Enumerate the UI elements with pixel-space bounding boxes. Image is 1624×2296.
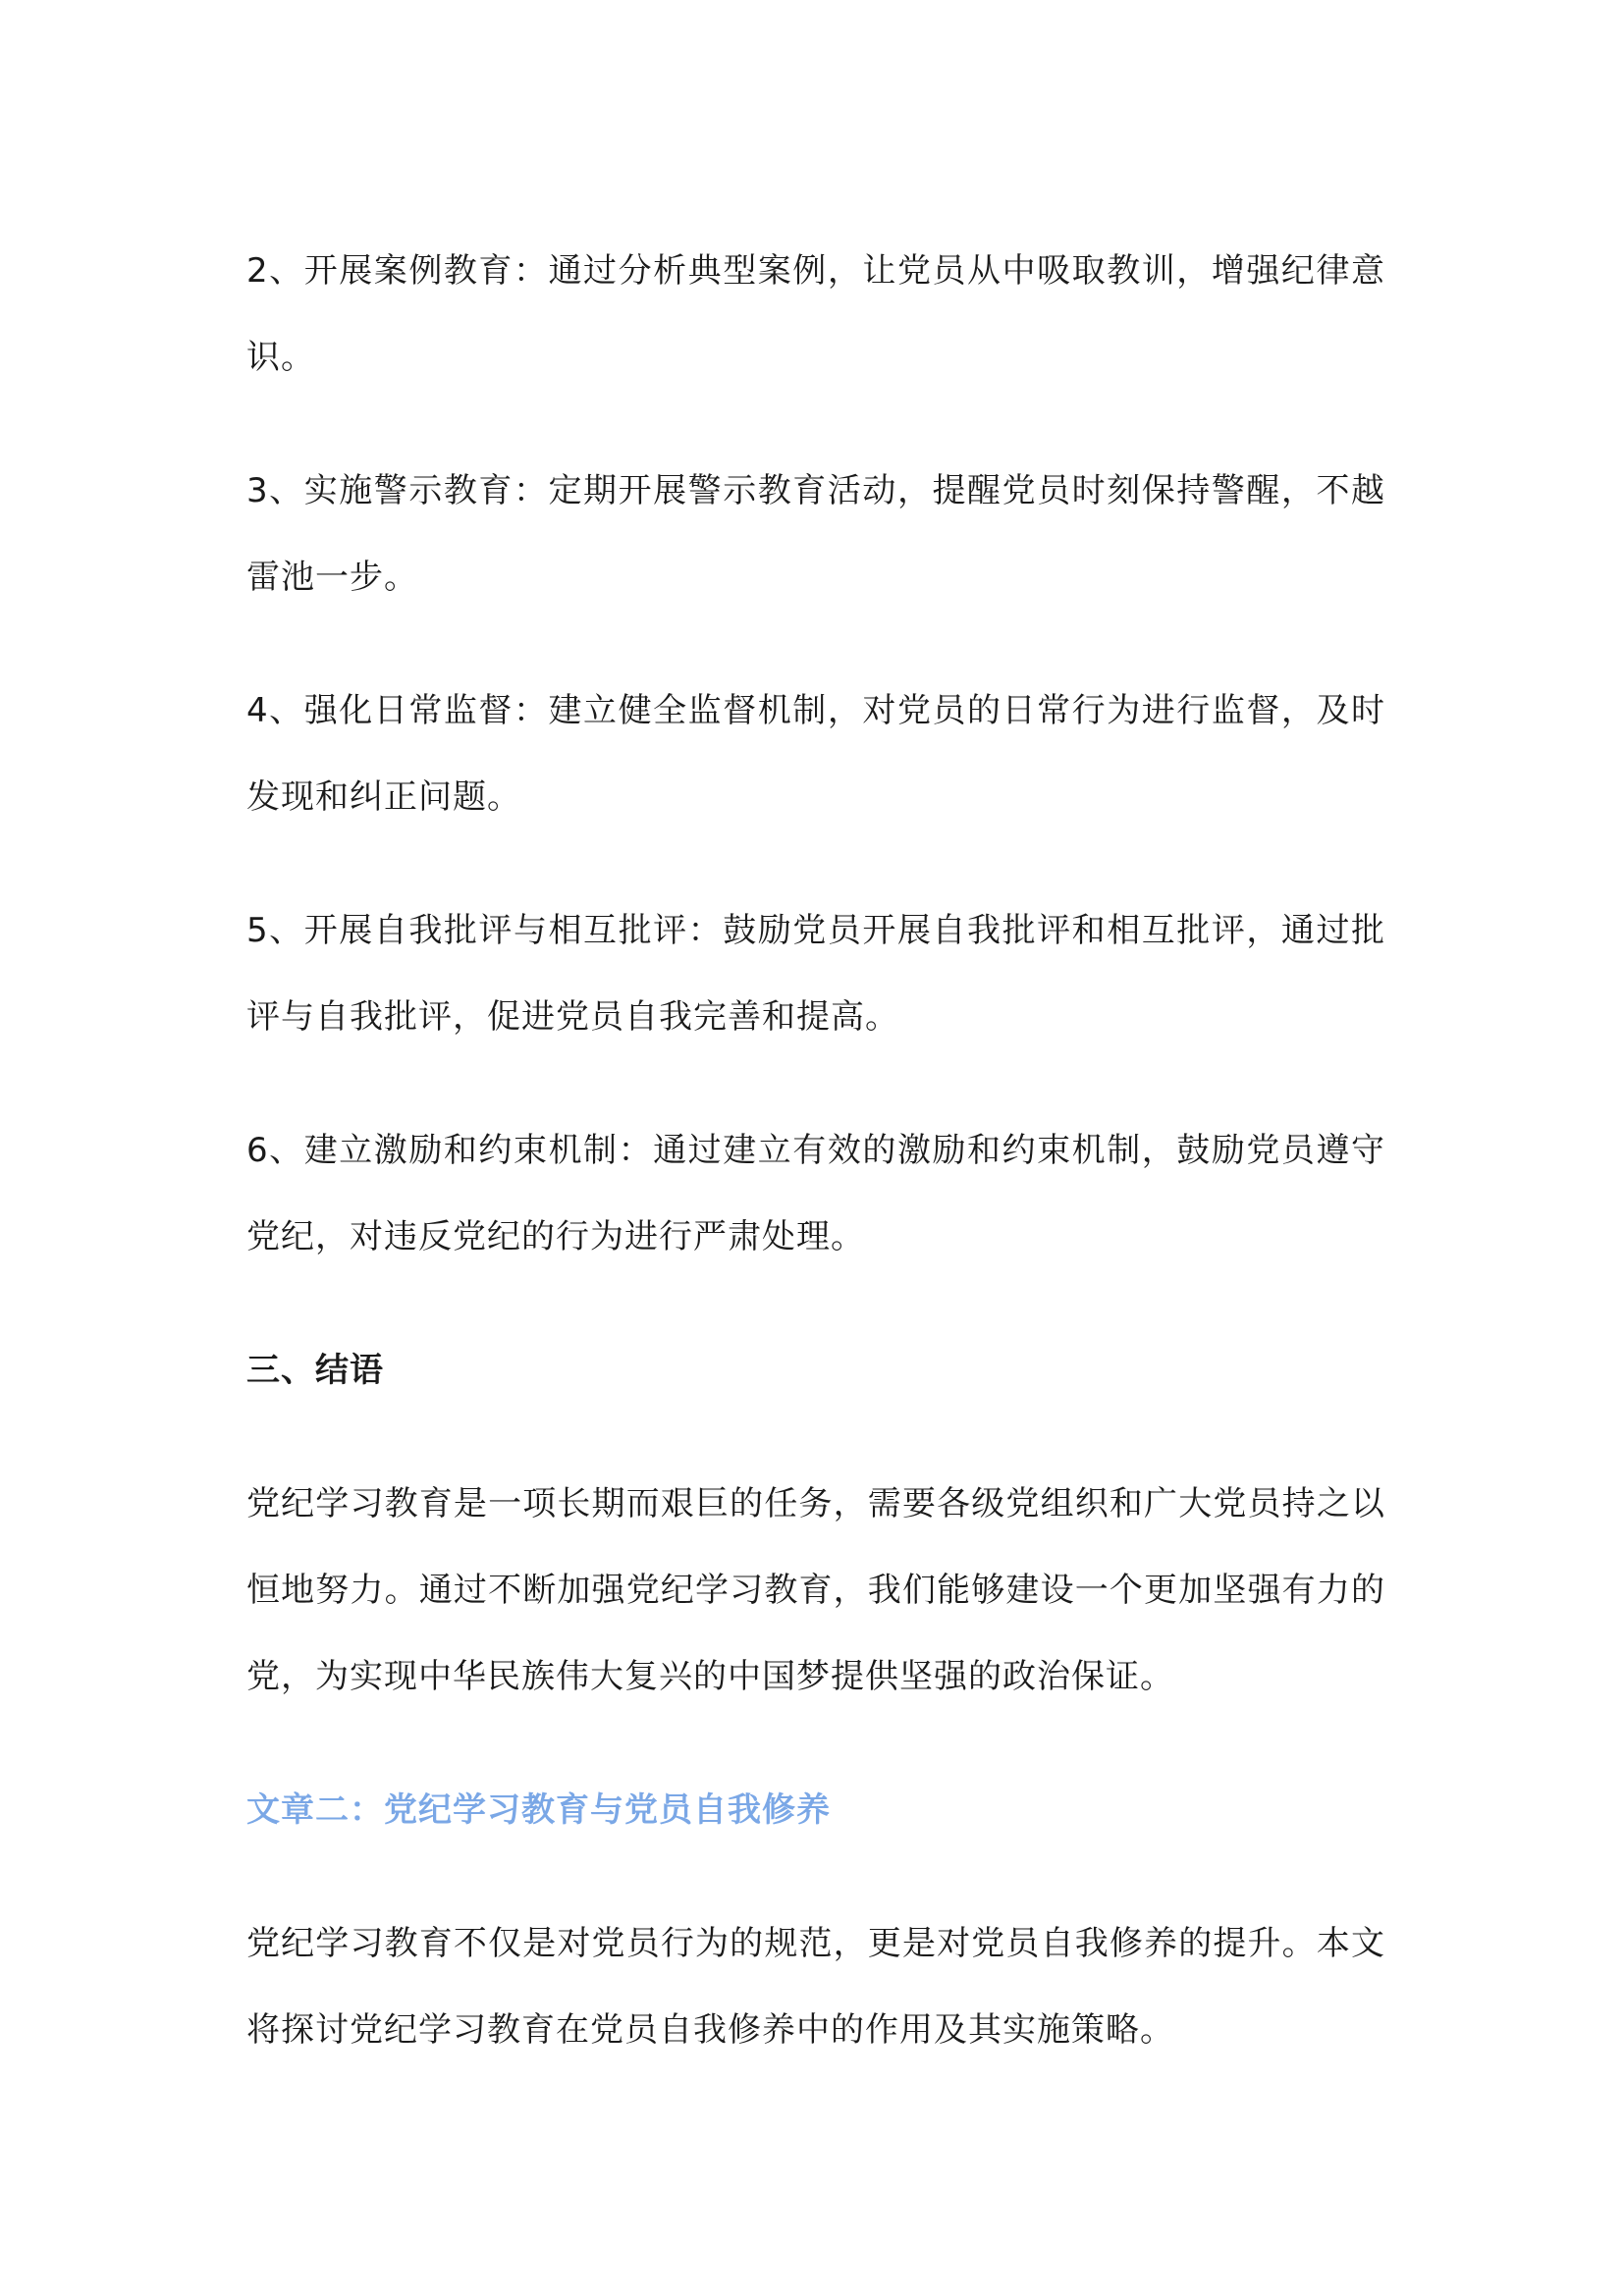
section-heading-conclusion: 三、结语 [246, 1351, 384, 1390]
list-item-5: 5、开展自我批评与相互批评：鼓励党员开展自我批评和相互批评，通过批评与自我批评，促进党员自我完善和提高。 [246, 911, 1385, 1037]
document-body [246, 228, 1385, 2073]
conclusion-paragraph: 党纪学习教育是一项长期而艰巨的任务，需要各级党组织和广大党员持之以恒地努力。通过不断加强党纪学习教育，我们能够建设一个更加坚强有力的党，为实现中华民族伟大复兴的中国梦提供坚强的政治保证。 [246, 1484, 1385, 1696]
list-item-3: 3、实施警示教育：定期开展警示教育活动，提醒党员时刻保持警醒，不越雷池一步。 [246, 471, 1385, 597]
article-2-title: 文章二：党纪学习教育与党员自我修养 [246, 1790, 831, 1830]
article-2-intro: 党纪学习教育不仅是对党员行为的规范，更是对党员自我修养的提升。本文将探讨党纪学习教育在党员自我修养中的作用及其实施策略。 [246, 1924, 1385, 2050]
list-item-6: 6、建立激励和约束机制：通过建立有效的激励和约束机制，鼓励党员遵守党纪，对违反党纪的行为进行严肃处理。 [246, 1131, 1385, 1256]
list-item-4: 4、强化日常监督：建立健全监督机制，对党员的日常行为进行监督，及时发现和纠正问题。 [246, 691, 1385, 817]
list-item-2: 2、开展案例教育：通过分析典型案例，让党员从中吸取教训，增强纪律意识。 [246, 251, 1385, 377]
